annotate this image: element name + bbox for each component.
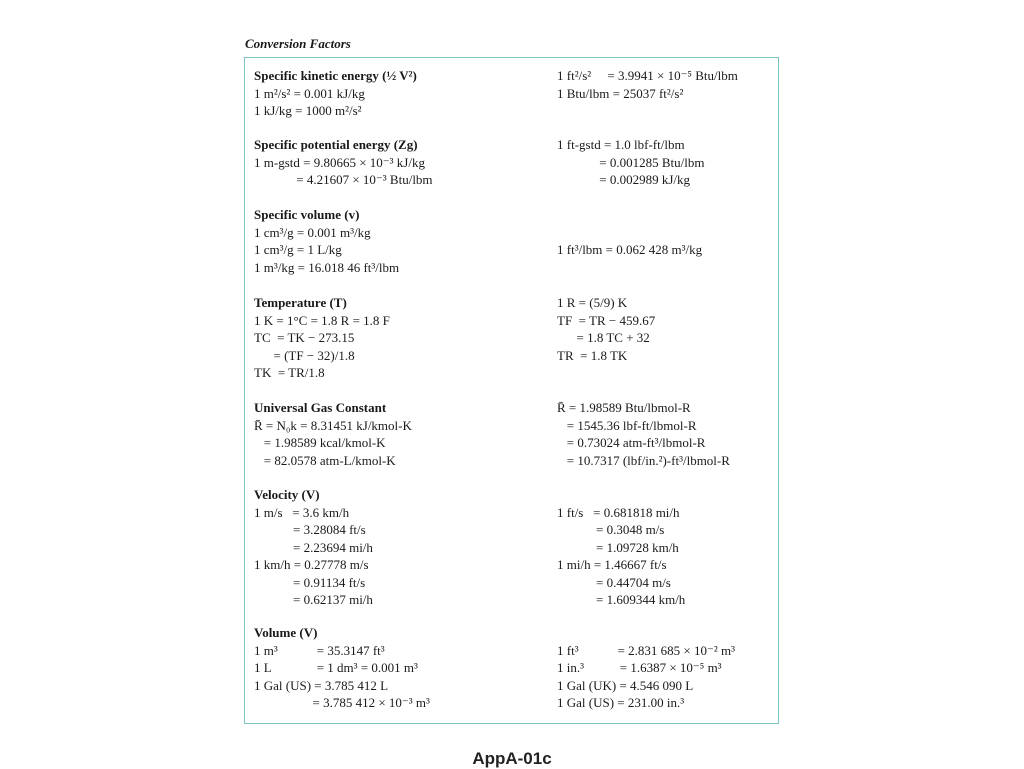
- conversion-line: 1 m³/kg = 16.018 46 ft³/lbm: [254, 259, 400, 275]
- conversion-line: TR = 1.8 TK: [557, 347, 628, 363]
- conversion-line: 1 ft/s = 0.681818 mi/h: [557, 504, 680, 520]
- conversion-line: 1 L = 1 dm³ = 0.001 m³: [254, 660, 418, 675]
- section-heading: Specific kinetic energy (½ V²): [254, 68, 417, 83]
- figure-caption: AppA-01c: [472, 749, 552, 768]
- conversion-line: 1 km/h = 0.27778 m/s: [254, 557, 369, 572]
- section-heading: Universal Gas Constant: [254, 400, 387, 415]
- page-title: Conversion Factors: [245, 36, 351, 51]
- conversion-line: = 82.0578 atm-L/kmol-K: [254, 452, 396, 468]
- section-right-column: [557, 67, 738, 102]
- section-left-column: [254, 399, 412, 469]
- conversion-line: [557, 624, 735, 642]
- conversion-line: = 3.28084 ft/s: [254, 522, 366, 537]
- conversion-line: = 1545.36 lbf-ft/lbmol-R: [557, 417, 697, 433]
- conversion-line: = 4.21607 × 10⁻³ Btu/lbm: [254, 172, 433, 187]
- conversion-table: [244, 57, 779, 724]
- conversion-line: 1 mi/h = 1.46667 ft/s: [557, 557, 667, 572]
- conversion-line: = 10.7317 (lbf/in.²)-ft³/lbmol-R: [557, 452, 730, 468]
- conversion-line: 1 in.³ = 1.6387 × 10⁻⁵ m³: [557, 660, 722, 675]
- conversion-line: = 2.23694 mi/h: [254, 539, 373, 555]
- conversion-line: [557, 224, 702, 242]
- conversion-line: 1 Gal (UK) = 4.546 090 L: [557, 677, 694, 693]
- conversion-line: = 1.609344 km/h: [557, 592, 686, 607]
- conversion-line: R̄ = 1.98589 Btu/lbmol-R: [557, 400, 691, 415]
- conversion-line: 1 m²/s² = 0.001 kJ/kg: [254, 85, 365, 101]
- section-left-column: [254, 136, 433, 189]
- section-heading: Temperature (T): [254, 295, 347, 310]
- section-right-column: [557, 294, 655, 364]
- conversion-line: = 0.44704 m/s: [557, 574, 671, 590]
- conversion-line: 1 ft²/s² = 3.9941 × 10⁻⁵ Btu/lbm: [557, 68, 738, 83]
- conversion-line: TF = TR − 459.67: [557, 312, 656, 328]
- conversion-line: TC = TK − 273.15: [254, 330, 355, 345]
- section-right-column: [557, 624, 735, 712]
- section-left-column: [254, 486, 373, 609]
- conversion-line: = 1.8 TC + 32: [557, 330, 650, 345]
- section-heading: Specific volume (v): [254, 207, 360, 222]
- conversion-line: 1 K = 1°C = 1.8 R = 1.8 F: [254, 312, 390, 328]
- conversion-line: = 0.62137 mi/h: [254, 592, 373, 607]
- conversion-line: 1 Btu/lbm = 25037 ft²/s²: [557, 85, 684, 101]
- conversion-line: = 1.09728 km/h: [557, 539, 679, 555]
- section-heading: Velocity (V): [254, 487, 320, 502]
- section-left-column: [254, 624, 430, 712]
- section-left-column: [254, 294, 390, 382]
- conversion-line: 1 Gal (US) = 231.00 in.³: [557, 695, 685, 710]
- conversion-line: = 0.001285 Btu/lbm: [557, 154, 705, 170]
- conversion-line: = 0.91134 ft/s: [254, 574, 366, 590]
- section-right-column: [557, 504, 685, 609]
- conversion-line: 1 cm³/g = 1 L/kg: [254, 242, 342, 257]
- conversion-line: 1 ft³/lbm = 0.062 428 m³/kg: [557, 242, 703, 257]
- conversion-line: 1 ft³ = 2.831 685 × 10⁻² m³: [557, 642, 736, 658]
- conversion-line: 1 m³ = 35.3147 ft³: [254, 642, 385, 658]
- conversion-line: 1 R = (5/9) K: [557, 295, 628, 310]
- conversion-line: 1 kJ/kg = 1000 m²/s²: [254, 103, 362, 118]
- section-right-column: [557, 206, 702, 259]
- conversion-line: 1 Gal (US) = 3.785 412 L: [254, 677, 389, 693]
- conversion-line: 1 m/s = 3.6 km/h: [254, 504, 350, 520]
- conversion-line: = (TF − 32)/1.8: [254, 347, 355, 363]
- section-right-column: [557, 136, 704, 189]
- conversion-line: TK = TR/1.8: [254, 365, 325, 380]
- conversion-line: = 0.3048 m/s: [557, 522, 665, 537]
- section-left-column: [254, 67, 417, 120]
- conversion-line: [557, 206, 702, 224]
- conversion-line: = 1.98589 kcal/kmol-K: [254, 435, 386, 450]
- conversion-line: = 0.002989 kJ/kg: [557, 172, 691, 187]
- conversion-line: 1 m-gstd = 9.80665 × 10⁻³ kJ/kg: [254, 154, 425, 170]
- section-heading: Specific potential energy (Zg): [254, 137, 418, 152]
- section-heading: Volume (V): [254, 625, 318, 640]
- conversion-line: = 0.73024 atm-ft³/lbmol-R: [557, 435, 706, 450]
- conversion-line: = 3.785 412 × 10⁻³ m³: [254, 695, 430, 710]
- section-right-column: [557, 399, 730, 469]
- conversion-line: R̄ = N₀k = 8.31451 kJ/kmol-K: [254, 417, 412, 433]
- conversion-line: 1 ft-gstd = 1.0 lbf-ft/lbm: [557, 137, 685, 152]
- section-left-column: [254, 206, 399, 276]
- conversion-line: 1 cm³/g = 0.001 m³/kg: [254, 224, 371, 240]
